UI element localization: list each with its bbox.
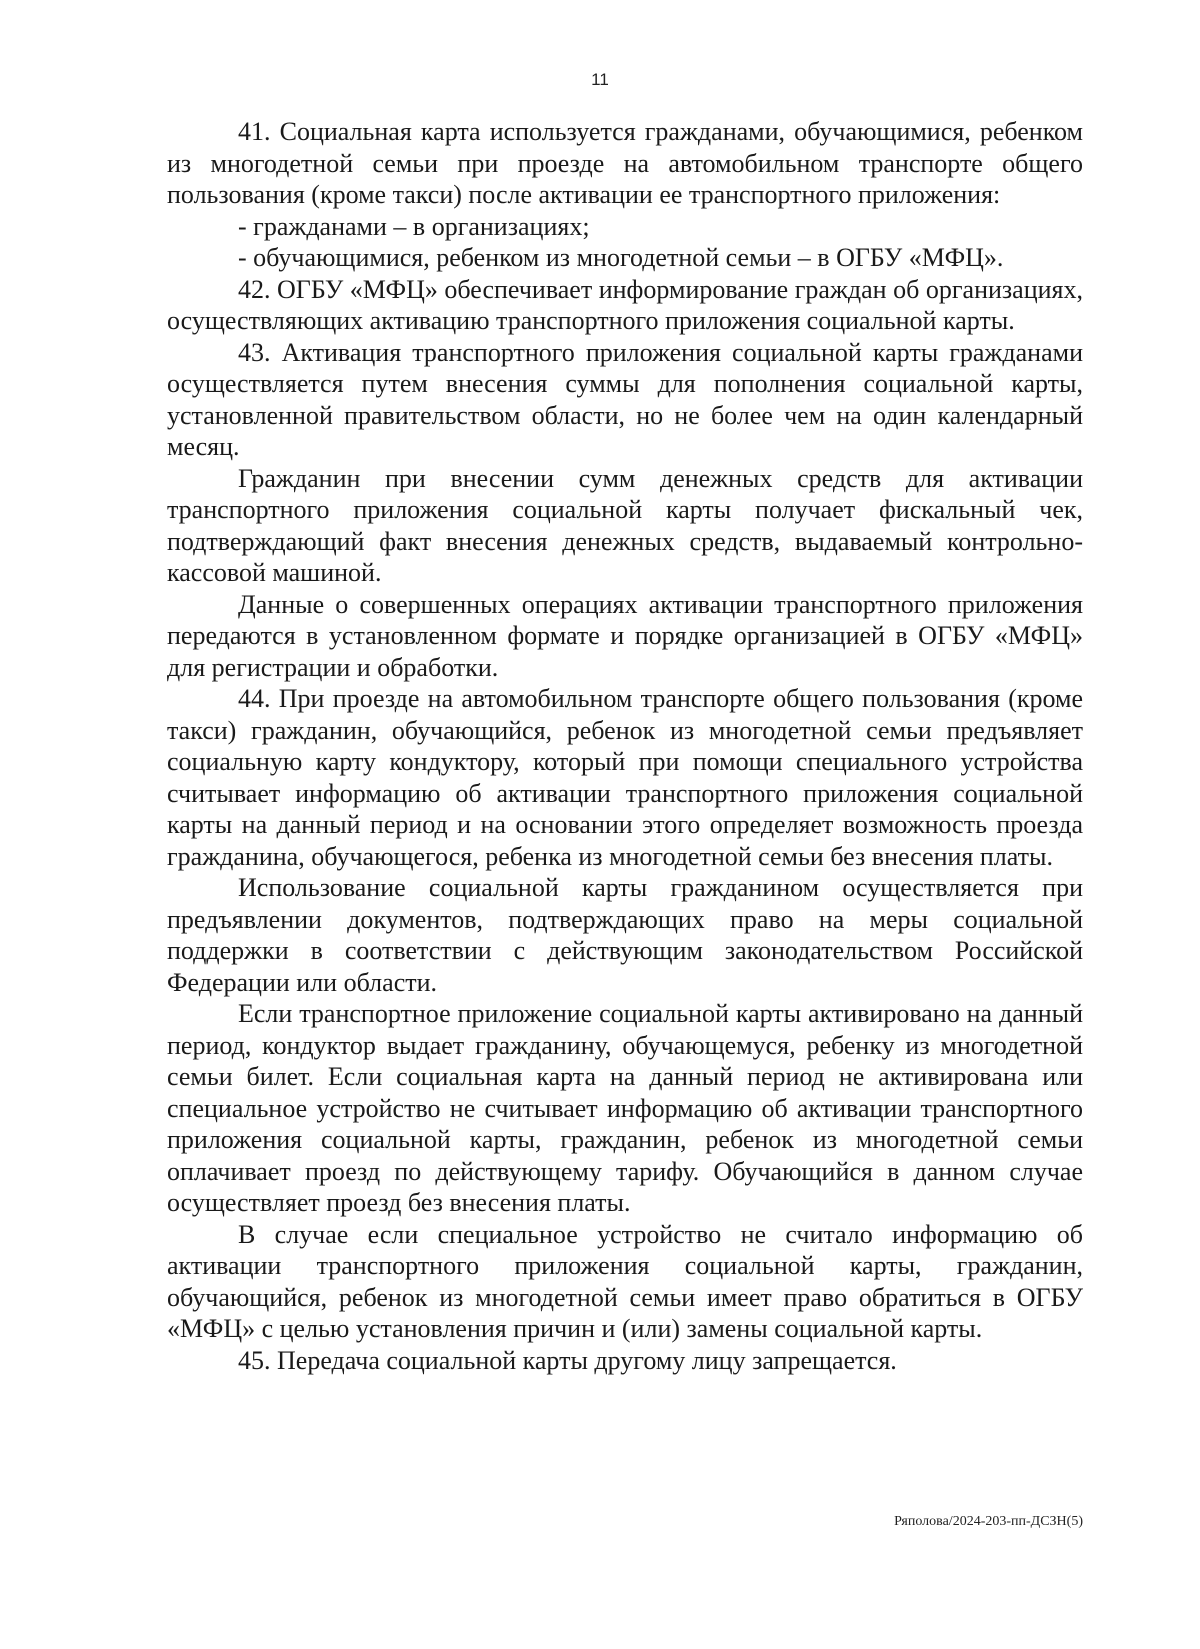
paragraph-43-data: Данные о совершенных операциях активации транспортного приложения передаются в установленном формате и порядке организацией в ОГБУ «МФЦ» для регистрации и обработки. xyxy=(167,589,1083,682)
paragraph-42: 42. ОГБУ «МФЦ» обеспечивает информирование граждан об организациях, осуществляющих активацию транспортного приложения социальной карты. xyxy=(167,274,1083,335)
list-item-students: - обучающимися, ребенком из многодетной семьи – в ОГБУ «МФЦ». xyxy=(238,243,1004,272)
document-reference-code: Ряполова/2024-203-пп-ДСЗН(5) xyxy=(894,1514,1083,1529)
paragraph-41: 41. Социальная карта используется гражданами, обучающимися, ребенком из многодетной семьи при проезде на автомобильном транспорте общего пользования (кроме такси) после активации ее транспортного приложения: xyxy=(167,117,1083,209)
paragraph-43-receipt: Гражданин при внесении сумм денежных средств для активации транспортного приложения социальной карты получает фискальный чек, подтверждающий факт внесения денежных средств, выдаваемый контрольно-кассовой машиной. xyxy=(167,463,1083,587)
paragraph-44-failure: В случае если специальное устройство не считало информацию об активации транспортного приложения социальной карты, гражданин, обучающийся, ребенок из многодетной семьи имеет право обратиться в ОГБУ «МФЦ» с целью установления причин и (или) замены социальной карты. xyxy=(167,1219,1083,1343)
page-number: 11 xyxy=(591,70,609,89)
paragraph-45: 45. Передача социальной карты другому лицу запрещается. xyxy=(238,1345,897,1375)
paragraph-44: 44. При проезде на автомобильном транспорте общего пользования (кроме такси) гражданин, обучающийся, ребенок из многодетной семьи предъявляет социальную карту кондуктору, который при помощи специального устройства считывает информацию об активации транспортного приложения социальной карты на данный период и на основании этого определяет возможность проезда гражданина, обучающегося, ребенка из многодетной семьи без внесения платы. xyxy=(167,684,1083,871)
paragraph-43: 43. Активация транспортного приложения социальной карты гражданами осуществляется путем внесения суммы для пополнения социальной карты, установленной правительством области, но не более чем на один календарный месяц. xyxy=(167,337,1083,461)
paragraph-44-documents: Использование социальной карты гражданином осуществляется при предъявлении документов, подтверждающих право на меры социальной поддержки в соответствии с действующим законодательством Российской Федерации или области. xyxy=(167,873,1083,997)
document-body xyxy=(167,116,1083,1376)
list-item-citizens: - гражданами – в организациях; xyxy=(238,211,590,241)
paragraph-44-ticket: Если транспортное приложение социальной карты активировано на данный период, кондуктор выдает гражданину, обучающемуся, ребенку из многодетной семьи билет. Если социальная карта на данный период не активирована или специальное устройство не считывает информацию об активации транспортного приложения социальной карты, гражданин, ребенок из многодетной семьи оплачивает проезд по действующему тарифу. Обучающийся в данном случае осуществляет проезд без внесения платы. xyxy=(167,999,1083,1217)
